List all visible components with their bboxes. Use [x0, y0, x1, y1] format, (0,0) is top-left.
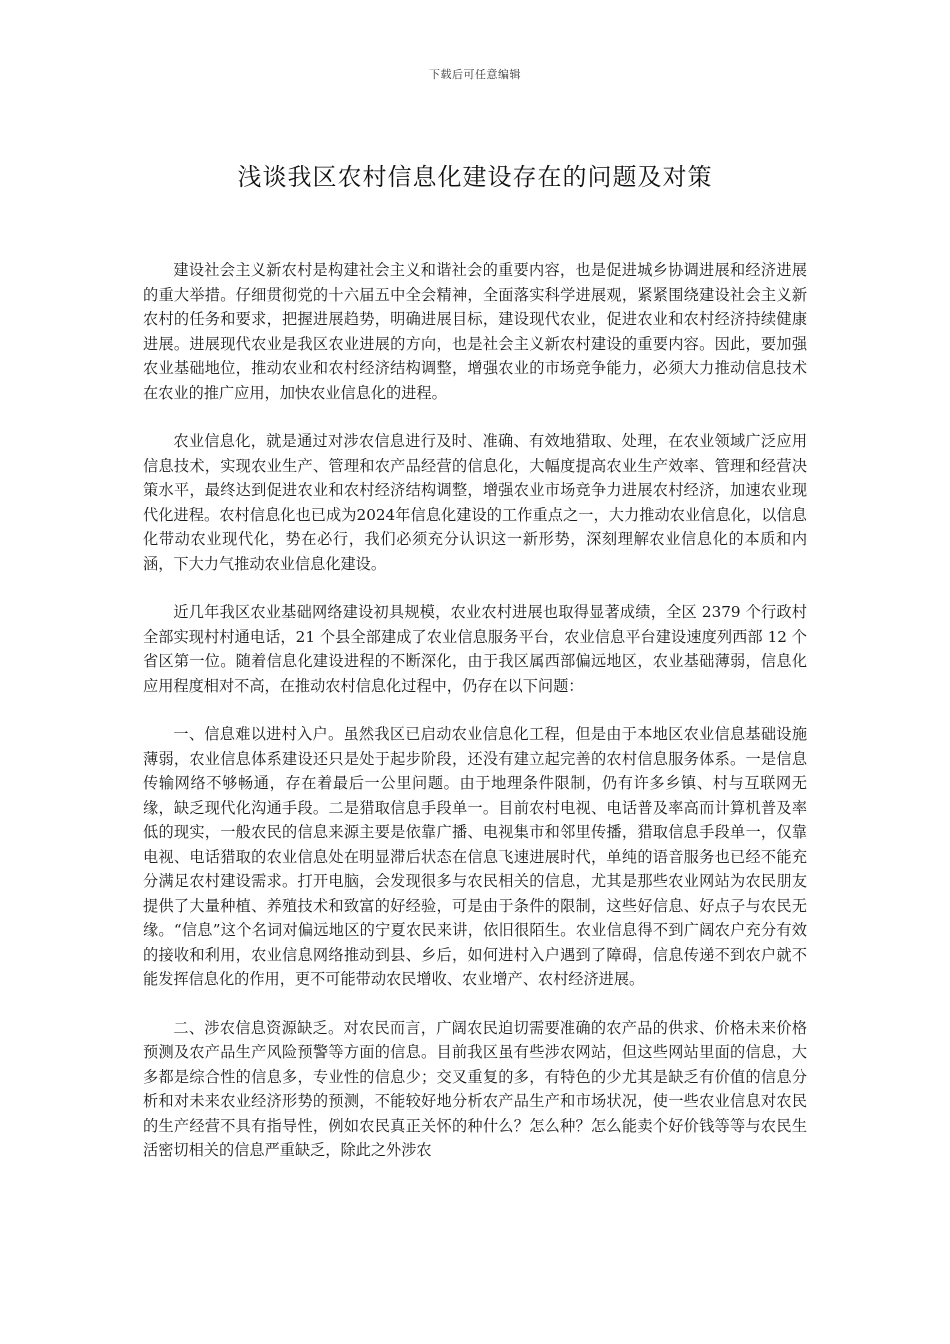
paragraph-intro: 建设社会主义新农村是构建社会主义和谐社会的重要内容，也是促进城乡协调进展和经济进展的重大举措。仔细贯彻党的十六届五中全会精神，全面落实科学进展观，紧紧围绕建设社会主义新农村的任务和要求，把握进展趋势，明确进展目标，建设现代农业，促进农业和农村经济持续健康进展。进展现代农业是我区农业进展的方向，也是社会主义新农村建设的重要内容。因此，要加强农业基础地位，推动农业和农村经济结构调整，增强农业的市场竞争能力，必须大力推动信息技术在农业的推广应用，加快农业信息化的进程。 [143, 261, 807, 402]
paragraph-definition: 农业信息化，就是通过对涉农信息进行及时、准确、有效地猎取、处理，在农业领域广泛应用信息技术，实现农业生产、管理和农产品经营的信息化，大幅度提高农业生产效率、管理和经营决策水平，最终达到促进农业和农村经济结构调整，增强农业市场竞争力进展农村经济，加速农业现代化进程。农村信息化也已成为2024年信息化建设的工作重点之一，大力推动农业信息化，以信息化带动农业现代化，势在必行，我们必须充分认识这一新形势，深刻理解农业信息化的本质和内涵，下大力气推动农业信息化建设。 [143, 432, 807, 573]
document-body [143, 258, 807, 1187]
paragraph-problem-1: 一、信息难以进村入户。虽然我区已启动农业信息化工程，但是由于本地区农业信息基础设施薄弱，农业信息体系建设还只是处于起步阶段，还没有建立起完善的农村信息服务体系。一是信息传输网络不够畅通，存在着最后一公里问题。由于地理条件限制，仍有许多乡镇、村与互联网无缘，缺乏现代化沟通手段。二是猎取信息手段单一。目前农村电视、电话普及率高而计算机普及率低的现实，一般农民的信息来源主要是依靠广播、电视集市和邻里传播，猎取信息手段单一，仅靠电视、电话猎取的农业信息处在明显滞后状态在信息飞速进展时代，单纯的语音服务也已经不能充分满足农村建设需求。打开电脑，会发现很多与农民相关的信息，尤其是那些农业网站为农民朋友提供了大量种植、养殖技术和致富的好经验，可是由于条件的限制，这些好信息、好点子与农民无缘。“信息”这个名词对偏远地区的宁夏农民来讲，依旧很陌生。农业信息得不到广阔农户充分有效的接收和利用，农业信息网络推动到县、乡后，如何进村入户遇到了障碍，信息传递不到农户就不能发挥信息化的作用，更不可能带动农民增收、农业增产、农村经济进展。 [143, 725, 807, 988]
paragraph-status: 近几年我区农业基础网络建设初具规模，农业农村进展也取得显著成绩，全区 2379 个行政村全部实现村村通电话，21 个县全部建成了农业信息服务平台，农业信息平台建设速度列西部 12 个省区第一位。随着信息化建设进程的不断深化，由于我区属西部偏远地区，农业基础薄弱，信息化应用程度相对不高，在推动农村信息化过程中，仍存在以下问题： [143, 603, 807, 695]
document-title: 浅谈我区农村信息化建设存在的问题及对策 [237, 163, 713, 191]
header-note: 下载后可任意编辑 [429, 68, 521, 81]
paragraph-problem-2: 二、涉农信息资源缺乏。对农民而言，广阔农民迫切需要准确的农产品的供求、价格未来价格预测及农产品生产风险预警等方面的信息。目前我区虽有些涉农网站，但这些网站里面的信息，大多都是综合性的信息多，专业性的信息少；交叉重复的多，有特色的少尤其是缺乏有价值的信息分析和对未来农业经济形势的预测，不能较好地分析农产品生产和市场状况，使一些农业信息对农民的生产经营不具有指导性，例如农民真正关怀的种什么？怎么种？怎么能卖个好价钱等等与农民生活密切相关的信息严重缺乏，除此之外涉农 [143, 1018, 807, 1159]
